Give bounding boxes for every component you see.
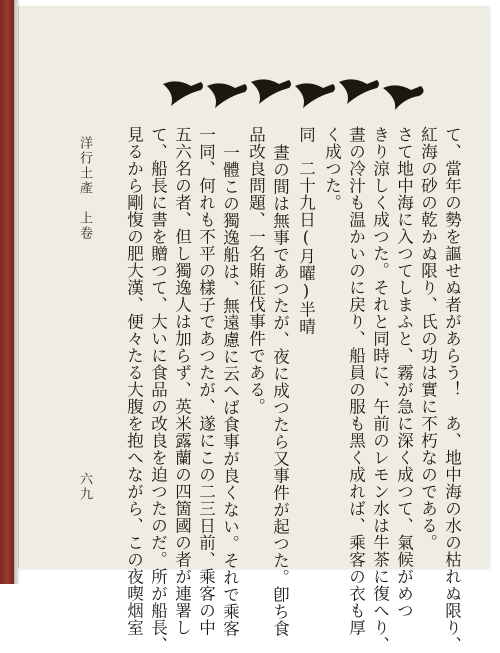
text-line-6: く成つた。 <box>322 126 342 211</box>
text-line-3: さて地中海に入つてしまふと、霧が急に深く成つて、氣候がめつ <box>394 126 414 619</box>
text-line-2: 紅海の砂の乾かぬ限り、氏の功は實に不朽なのである。 <box>418 126 438 551</box>
text-line-12: 五六名の者、但し獨逸人は加らず、英米露蘭の四箇國の者が連署し <box>172 126 192 636</box>
book-binding <box>0 0 14 584</box>
text-line-8: 晝の間は無事であつたが、夜に成つたら又事件が起つた。卽ち食 <box>270 144 290 637</box>
text-line-14: 見るから剛愎の肥大漢、便々たる大腹を抱へながら、この夜喫烟室 <box>124 126 144 636</box>
text-line-9: 品改良問題、一名賄征伐事件である。 <box>246 126 266 415</box>
book-page <box>18 6 489 653</box>
text-line-4: きり涼しく成つた。それと同時に、午前のレモン水は牛茶に復へり、 <box>370 126 390 653</box>
running-title: 洋行土產 上卷 <box>77 136 92 241</box>
date-heading: 同 二十九日(月曜)半晴 <box>296 126 316 335</box>
text-line-1: て、當年の勢を謳せぬ者があらう！ あ、地中海の水の枯れぬ限り、 <box>442 126 462 653</box>
text-line-11: 一同、何れも不平の樣子であつたが、遂にこの二三日前、乘客の中 <box>196 126 216 636</box>
page-number: 六九 <box>77 472 92 502</box>
text-line-5: 晝の冷汁も温かいのに戻り、船員の服も黑く成れば、乘客の衣も厚 <box>346 126 366 636</box>
text-line-13: て、船長に書を贈つて、大いに食品の改良を迫つたのだ。所が船長、 <box>148 126 168 653</box>
text-line-10: 一體この獨逸船は、無遠慮に云へば食事が良くない。それで乘客 <box>220 144 240 637</box>
flying-birds-ornament <box>161 76 431 112</box>
